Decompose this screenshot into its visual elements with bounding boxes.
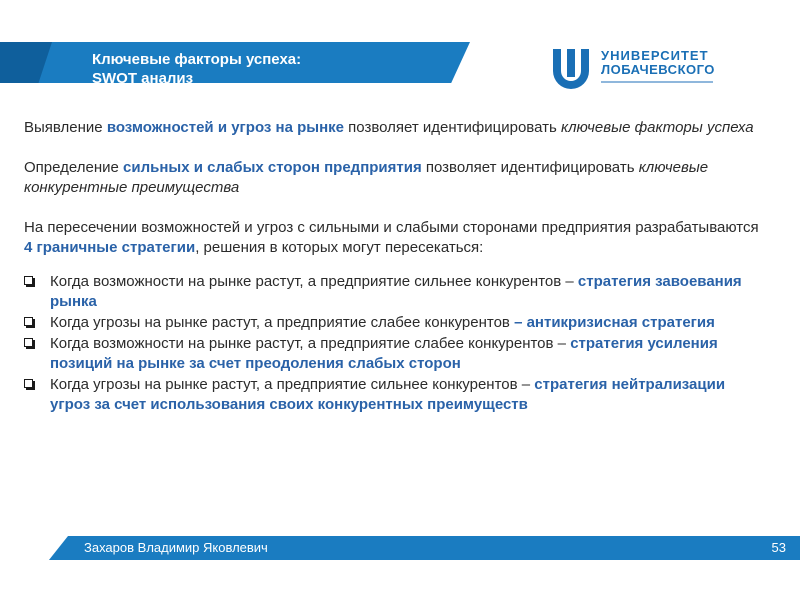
slide-content [24, 118, 764, 416]
university-logo [549, 45, 719, 89]
footer-author: Захаров Владимир Яковлевич [84, 540, 268, 555]
p2-text-1: Определение [24, 159, 124, 176]
slide-title-line1: Ключевые факторы успеха: [92, 51, 302, 68]
logo-line1: УНИВЕРСИТЕТ [601, 48, 709, 63]
p2-emphasis: сильных и слабых сторон предприятия [123, 159, 422, 176]
logo-rule [601, 81, 713, 83]
list-item [24, 313, 764, 333]
slide-title-line2: SWOT анализ [92, 70, 194, 87]
bullet-strategy: стратегия нейтрализации угроз за счет использования своих конкурентных преимуществ [50, 376, 726, 413]
p1-emphasis: возможностей и угроз на рынке [106, 119, 345, 136]
list-item [24, 375, 764, 415]
p2-text-2: позволяет идентифицировать [421, 159, 639, 176]
checkbox-bullet-icon [24, 276, 33, 285]
page-number: 53 [771, 540, 786, 555]
p3-emphasis: 4 граничные стратегии [24, 239, 196, 256]
university-logo-icon [549, 45, 593, 89]
checkbox-bullet-icon [24, 317, 33, 326]
paragraph-1 [24, 118, 764, 138]
bullet-strategy: стратегия завоевания рынка [50, 273, 742, 310]
bullet-strategy: – антикризисная стратегия [514, 314, 715, 331]
checkbox-bullet-icon [24, 379, 33, 388]
bullet-strategy: стратегия усиления позиций на рынке за счет преодоления слабых сторон [50, 335, 718, 372]
p1-text-2: позволяет идентифицировать [344, 119, 561, 136]
list-item [24, 272, 764, 312]
paragraph-2 [24, 158, 764, 198]
logo-line2: ЛОБАЧЕВСКОГО [601, 62, 715, 77]
list-item [24, 334, 764, 374]
p3-text-1: На пересечении возможностей и угроз с сильными и слабыми сторонами предприятия разрабатываются [24, 219, 759, 236]
p2-italic: ключевые конкурентные преимущества [24, 159, 709, 196]
checkbox-bullet-icon [24, 338, 33, 347]
bullet-text: Когда возможности на рынке растут, а предприятие сильнее конкурентов – [50, 273, 578, 290]
bullet-text: Когда угрозы на рынке растут, а предприятие сильнее конкурентов – [50, 376, 535, 393]
p3-text-2: , решения в которых могут пересекаться: [195, 239, 484, 256]
strategy-list [24, 272, 764, 415]
slide-title [92, 50, 301, 88]
bullet-text: Когда возможности на рынке растут, а предприятие слабее конкурентов – [50, 335, 571, 352]
p1-text-1: Выявление [24, 119, 107, 136]
bullet-text: Когда угрозы на рынке растут, а предприятие слабее конкурентов [50, 314, 515, 331]
paragraph-3 [24, 218, 764, 258]
logo-text [601, 49, 715, 83]
p1-italic: ключевые факторы успеха [560, 119, 754, 136]
